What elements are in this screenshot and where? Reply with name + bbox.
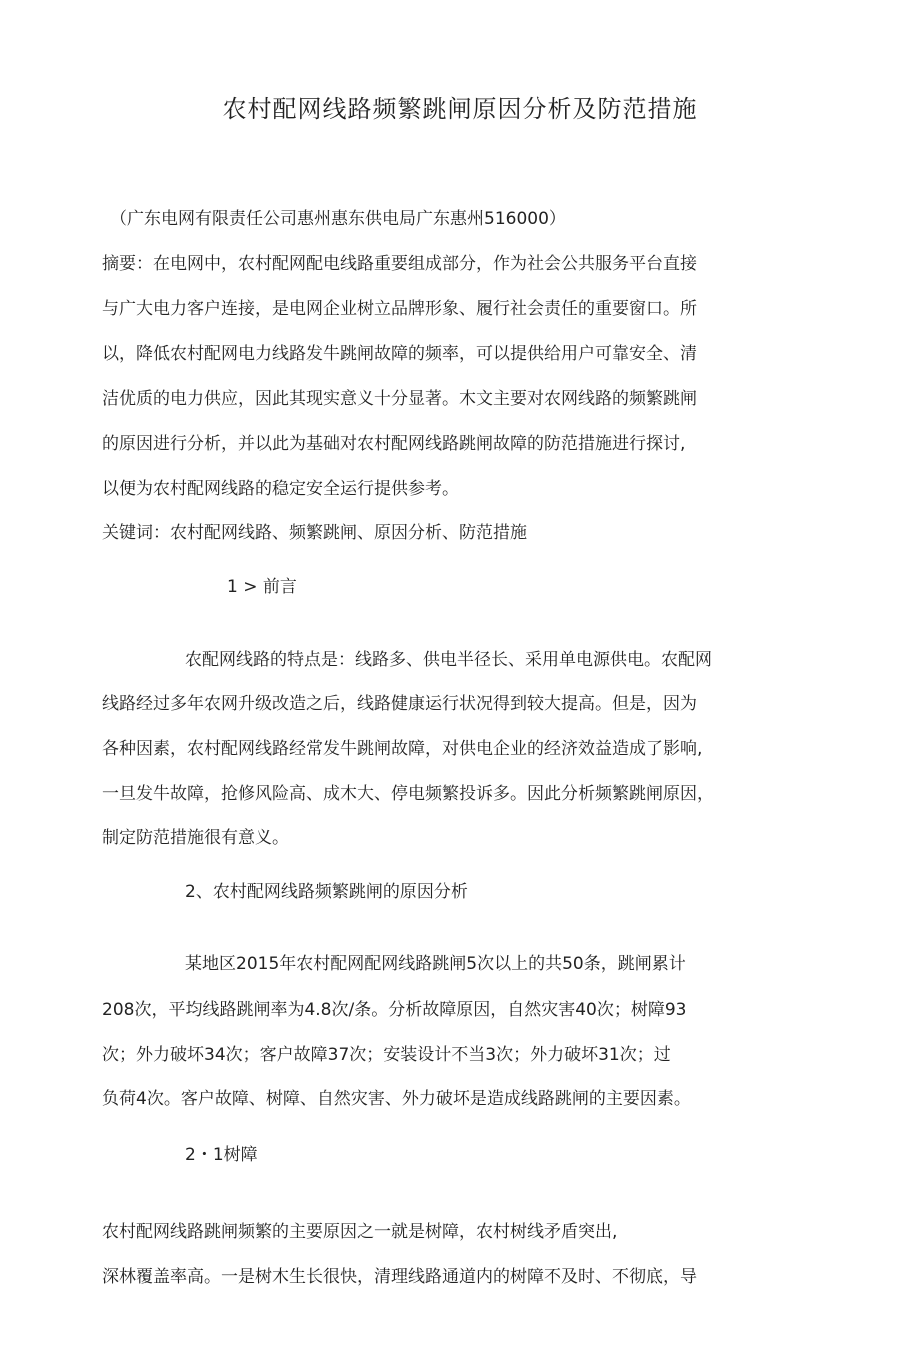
document-title: 农村配网线路频繁跳闸原因分析及防范措施 [222, 95, 698, 123]
section-heading: 1 > 前言 [227, 577, 297, 597]
paragraph-line: 各种因素，农村配网线路经常发牛跳闸故障，对供电企业的经济效益造成了影响, [102, 739, 703, 759]
paragraph-line: 农配网线路的特点是：线路多、供电半径长、采用单电源供电。农配网 [185, 650, 712, 670]
keywords: 关键词：农村配网线路、频繁跳闸、原因分析、防范措施 [102, 523, 527, 543]
abstract-line: 与广大电力客户连接，是电网企业树立品牌形象、履行社会责任的重要窗口。所 [102, 299, 697, 319]
abstract-line: 以便为农村配网线路的稳定安全运行提供参考。 [102, 479, 459, 499]
paragraph-line: 一旦发牛故障，抢修风险高、成木大、停电频繁投诉多。因此分析频繁跳闸原因， [102, 784, 714, 804]
abstract-line: 摘要：在电网中，农村配网配电线路重要组成部分，作为社会公共服务平台直接 [102, 254, 697, 274]
abstract-line: 的原因进行分析，并以此为基础对农村配网线路跳闸故障的防范措施进行探讨, [102, 434, 686, 454]
paragraph-line: 制定防范措施很有意义。 [102, 828, 289, 848]
abstract-line: 洁优质的电力供应，因此其现实意义十分显著。木文主要对农网线路的频繁跳闸 [102, 389, 697, 409]
paragraph-line: 某地区2015年农村配网配网线路跳闸5次以上的共50条，跳闸累计 [185, 954, 686, 974]
paragraph-line: 农村配网线路跳闸频繁的主要原因之一就是树障，农村树线矛盾突出, [102, 1222, 618, 1242]
paragraph-line: 负荷4次。客户故障、树障、自然灾害、外力破坏是造成线路跳闸的主要因素。 [102, 1089, 691, 1109]
paragraph-line: 次；外力破坏34次；客户故障37次；安装设计不当3次；外力破坏31次；过 [102, 1045, 671, 1065]
paragraph-line: 深林覆盖率高。一是树木生长很快，清理线路通道内的树障不及时、不彻底，导 [102, 1267, 697, 1287]
paragraph-line: 208次，平均线路跳闸率为4.8次/条。分析故障原因，自然灾害40次；树障93 [102, 1000, 687, 1020]
subsection-heading: 2・1树障 [185, 1145, 258, 1165]
paragraph-line: 线路经过多年农网升级改造之后，线路健康运行状况得到较大提高。但是，因为 [102, 694, 697, 714]
section-heading: 2、农村配网线路频繁跳闸的原因分析 [185, 882, 468, 902]
author-affiliation: （广东电网有限责任公司惠州惠东供电局广东惠州516000） [110, 209, 566, 229]
abstract-line: 以，降低农村配网电力线路发牛跳闸故障的频率，可以提供给用户可靠安全、清 [102, 344, 697, 364]
